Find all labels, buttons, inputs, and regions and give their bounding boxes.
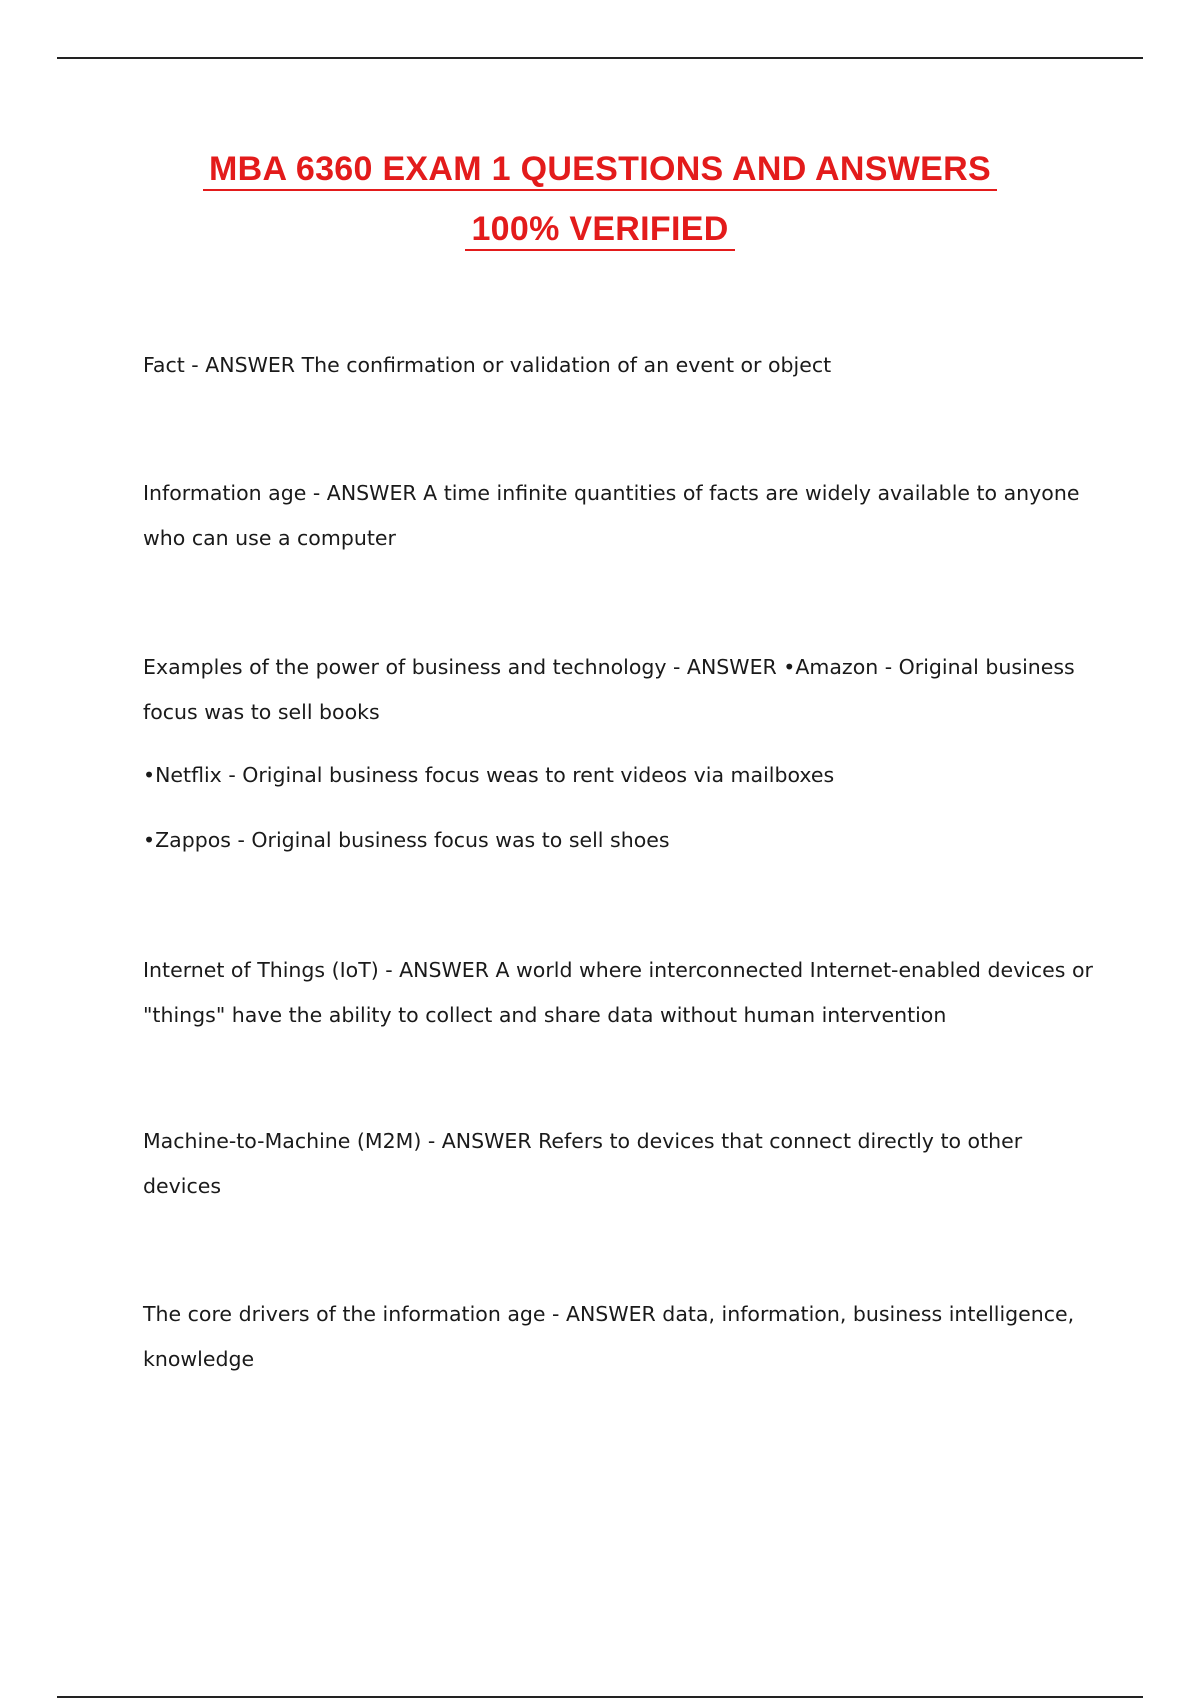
title-line1-text: MBA 6360 EXAM 1 QUESTIONS AND ANSWERS bbox=[203, 152, 997, 191]
entry-zappos bbox=[143, 818, 1103, 863]
entry-business-technology-examples bbox=[143, 645, 1103, 735]
document-title-line2 bbox=[0, 212, 1200, 251]
entry-line: "things" have the ability to collect and share data without human intervention bbox=[143, 1003, 947, 1027]
entry-internet-of-things bbox=[143, 948, 1103, 1038]
title-line2-text: 100% VERIFIED bbox=[465, 212, 734, 251]
bottom-rule bbox=[57, 1696, 1143, 1698]
entry-line: knowledge bbox=[143, 1347, 255, 1371]
entry-line: •Netflix - Original business focus weas to rent videos via mailboxes bbox=[143, 763, 835, 787]
entry-information-age bbox=[143, 471, 1103, 561]
entry-line: Machine-to-Machine (M2M) - ANSWER Refers to devices that connect directly to other bbox=[143, 1129, 1023, 1153]
entry-line: •Zappos - Original business focus was to sell shoes bbox=[143, 828, 670, 852]
entry-core-drivers bbox=[143, 1292, 1103, 1382]
entry-machine-to-machine bbox=[143, 1119, 1103, 1209]
entry-fact bbox=[143, 343, 1103, 388]
entry-line: focus was to sell books bbox=[143, 700, 380, 724]
entry-line: The core drivers of the information age - ANSWER data, information, business intelligence, bbox=[143, 1302, 1075, 1326]
top-rule bbox=[57, 57, 1143, 59]
entry-netflix bbox=[143, 753, 1103, 798]
entry-line: devices bbox=[143, 1174, 222, 1198]
entry-line: Internet of Things (IoT) - ANSWER A world where interconnected Internet-enabled devices or bbox=[143, 958, 1093, 982]
entry-line: Examples of the power of business and technology - ANSWER •Amazon - Original business bbox=[143, 655, 1075, 679]
entry-line: Fact - ANSWER The confirmation or validation of an event or object bbox=[143, 353, 832, 377]
entry-line: who can use a computer bbox=[143, 526, 396, 550]
entry-line: Information age - ANSWER A time infinite quantities of facts are widely available to anyone bbox=[143, 481, 1080, 505]
document-title-line1 bbox=[0, 152, 1200, 191]
